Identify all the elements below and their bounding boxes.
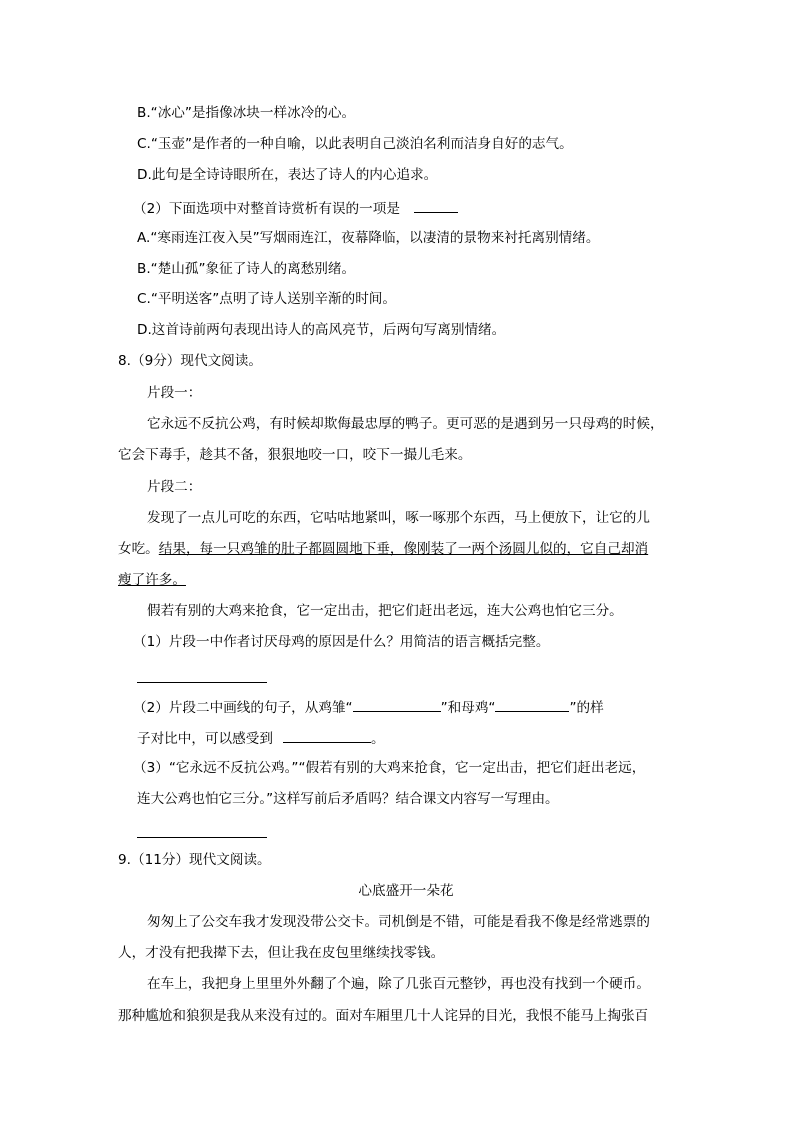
article-paragraph: 匆匆上了公交车我才发现没带公交卡。司机倒是不错，可能是看我不像是经常逃票的 xyxy=(147,914,650,930)
article-paragraph: 在车上，我把身上里里外外翻了个遍，除了几张百元整钞，再也没有找到一个硬币。 xyxy=(147,976,650,992)
option-b-2: B.“楚山孤”象征了诗人的离愁别绪。 xyxy=(137,261,356,277)
option-b-1: B.“冰心”是指像冰块一样冰冷的心。 xyxy=(137,105,356,121)
option-d-2: D.这首诗前两句表现出诗人的高风亮节，后两句写离别情绪。 xyxy=(137,322,506,338)
subquestion-3: （3）“它永远不反抗公鸡。”“假若有别的大鸡来抢食，它一定出击，把它们赶出老远， xyxy=(133,760,646,776)
article-title xyxy=(0,882,794,900)
option-a-2: A.“寒雨连江夜入吴”写烟雨连江，夜幕降临，以凄清的景物来衬托离别情绪。 xyxy=(137,230,600,246)
answer-blank[interactable] xyxy=(353,697,441,712)
subquestion-2-text: 。 xyxy=(370,731,385,747)
subquestion-1: （1）片段一中作者讨厌母鸡的原因是什么？用简洁的语言概括完整。 xyxy=(133,634,550,650)
answer-blank[interactable] xyxy=(283,728,371,743)
fragment-1-text: 它永远不反抗公鸡，有时候却欺侮最忠厚的鸭子。更可恶的是遇到另一只母鸡的时候， xyxy=(147,416,664,432)
question-9-heading: 9.（11分）现代文阅读。 xyxy=(118,852,271,868)
option-c-2: C.“平明送客”点明了诗人送别辛渐的时间。 xyxy=(137,291,396,307)
subquestion-2-text: ”和母鸡“ xyxy=(440,700,496,716)
subquestion-2-text: ”的样 xyxy=(569,700,604,716)
answer-line[interactable] xyxy=(137,837,267,838)
fragment-1-text: 它会下毒手，趁其不备，狠狠地咬一口，咬下一撮儿毛来。 xyxy=(118,447,472,463)
fragment-2-text: 发现了一点儿可吃的东西，它咕咕地紧叫，啄一啄那个东西，马上便放下，让它的儿 xyxy=(147,510,650,526)
option-d-1: D.此句是全诗诗眼所在，表达了诗人的内心追求。 xyxy=(137,167,438,183)
article-paragraph: 那种尴尬和狼狈是我从来没有过的。面对车厢里几十人诧异的目光，我恨不能马上掏张百 xyxy=(118,1008,649,1024)
fragment-2-label: 片段二： xyxy=(147,479,202,495)
underlined-sentence: 瘦了许多。 xyxy=(118,572,186,588)
subquestion-2 xyxy=(133,697,604,717)
question-8-heading: 8.（9分）现代文阅读。 xyxy=(118,353,262,369)
fragment-2-text xyxy=(118,540,648,558)
subquestion-2-cont xyxy=(137,728,385,748)
paragraph-3: 假若有别的大鸡来抢食，它一定出击，把它们赶出老远，连大公鸡也怕它三分。 xyxy=(147,603,623,619)
subquestion-3: 连大公鸡也怕它三分。”这样写前后矛盾吗？结合课文内容写一写理由。 xyxy=(137,791,559,807)
article-paragraph: 人，才没有把我撵下去，但让我在皮包里继续找零钱。 xyxy=(118,945,445,961)
subquestion-2-text: （2）片段二中画线的句子，从鸡雏“ xyxy=(133,700,353,716)
article-title-text: 心底盛开一朵花 xyxy=(358,883,454,899)
underlined-sentence: 结果，每一只鸡雏的肚子都圆圆地下垂，像刚装了一两个汤圆儿似的，它自己却消 xyxy=(158,541,649,557)
answer-line[interactable] xyxy=(137,682,267,683)
fragment-1-label: 片段一： xyxy=(147,385,202,401)
plain-text: 女吃。 xyxy=(118,541,159,557)
subquestion-2-text: （2）下面选项中对整首诗赏析有误的一项是 xyxy=(133,201,400,217)
option-c-1: C.“玉壶”是作者的一种自喻，以此表明自己淡泊名利而洁身自好的志气。 xyxy=(137,136,573,152)
answer-blank[interactable] xyxy=(495,697,569,712)
subquestion-2-text: 子对比中，可以感受到 xyxy=(137,731,273,747)
answer-blank[interactable] xyxy=(414,198,458,213)
subquestion-2 xyxy=(133,198,458,218)
